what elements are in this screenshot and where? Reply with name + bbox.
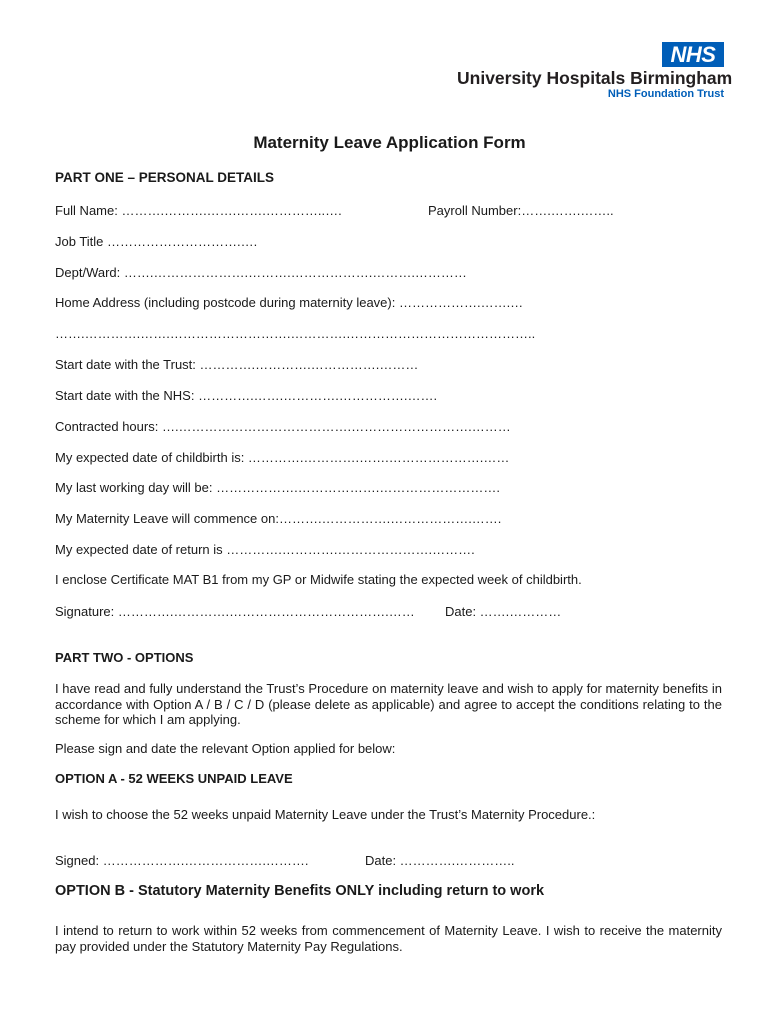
nhs-logo: NHS [662, 42, 724, 67]
contracted-hours-field[interactable]: Contracted hours: ….………………………………….……………………….……… [55, 419, 511, 434]
part-two-heading: PART TWO - OPTIONS [55, 650, 194, 665]
start-date-trust-field[interactable]: Start date with the Trust: ………….………….…………….……… [55, 357, 419, 372]
signature-field[interactable]: Signature: ………….………….……………………………….…… [55, 604, 415, 619]
option-a-date-field[interactable]: Date: ………….………….. [365, 853, 515, 868]
part-one-heading: PART ONE – PERSONAL DETAILS [55, 170, 275, 185]
full-name-field[interactable]: Full Name: ……….……….…….…….…………..…. [55, 203, 342, 218]
option-b-text: I intend to return to work within 52 weeks from commencement of Maternity Leave. I wish to receive the maternity pay provided under the Statutory Maternity Pay Regulations. [55, 923, 722, 954]
date-field[interactable]: Date: …….………… [445, 604, 562, 619]
option-a-signed-field[interactable]: Signed: ……………….……………….………. [55, 853, 309, 868]
dept-ward-field[interactable]: Dept/Ward: …….………………….……….……………….……….………… [55, 265, 467, 280]
option-a-text: I wish to choose the 52 weeks unpaid Maternity Leave under the Trust’s Maternity Procedure.: [55, 807, 596, 822]
home-address-field[interactable]: Home Address (including postcode during maternity leave): ……………….…….… [55, 295, 524, 310]
payroll-number-field[interactable]: Payroll Number:…….…….…….. [428, 203, 614, 218]
option-a-heading: OPTION A - 52 WEEKS UNPAID LEAVE [55, 771, 293, 786]
job-title-field[interactable]: Job Title ………………………….…. [55, 234, 258, 249]
expected-return-field[interactable]: My expected date of return is ………….………….………………….………. [55, 542, 475, 557]
certificate-note: I enclose Certificate MAT B1 from my GP or Midwife stating the expected week of childbirth. [55, 572, 582, 587]
option-b-heading: OPTION B - Statutory Maternity Benefits ONLY including return to work [55, 883, 545, 899]
part-two-intro: I have read and fully understand the Trust’s Procedure on maternity leave and wish to apply for maternity benefits in accordance with Option A / B / C / D (please delete as applicable) and agree to accept the conditions relating to the scheme for which I am applying. [55, 681, 722, 727]
page-title: Maternity Leave Application Form [253, 133, 526, 152]
leave-commence-field[interactable]: My Maternity Leave will commence on:……….…………….……………….……. [55, 511, 502, 526]
start-date-nhs-field[interactable]: Start date with the NHS: ………….…….………….…………….……. [55, 388, 438, 403]
organization-name: University Hospitals Birmingham [457, 68, 733, 88]
address-line-2-field[interactable]: …….………….…….……………………….………….…………………………………….. [55, 326, 536, 341]
organization-subtitle: NHS Foundation Trust [607, 88, 724, 100]
last-working-day-field[interactable]: My last working day will be: ……………….……………….………………………. [55, 480, 500, 495]
expected-childbirth-field[interactable]: My expected date of childbirth is: ………….………….…….………………….…… [55, 450, 510, 465]
part-two-instruction: Please sign and date the relevant Option applied for below: [55, 741, 396, 756]
